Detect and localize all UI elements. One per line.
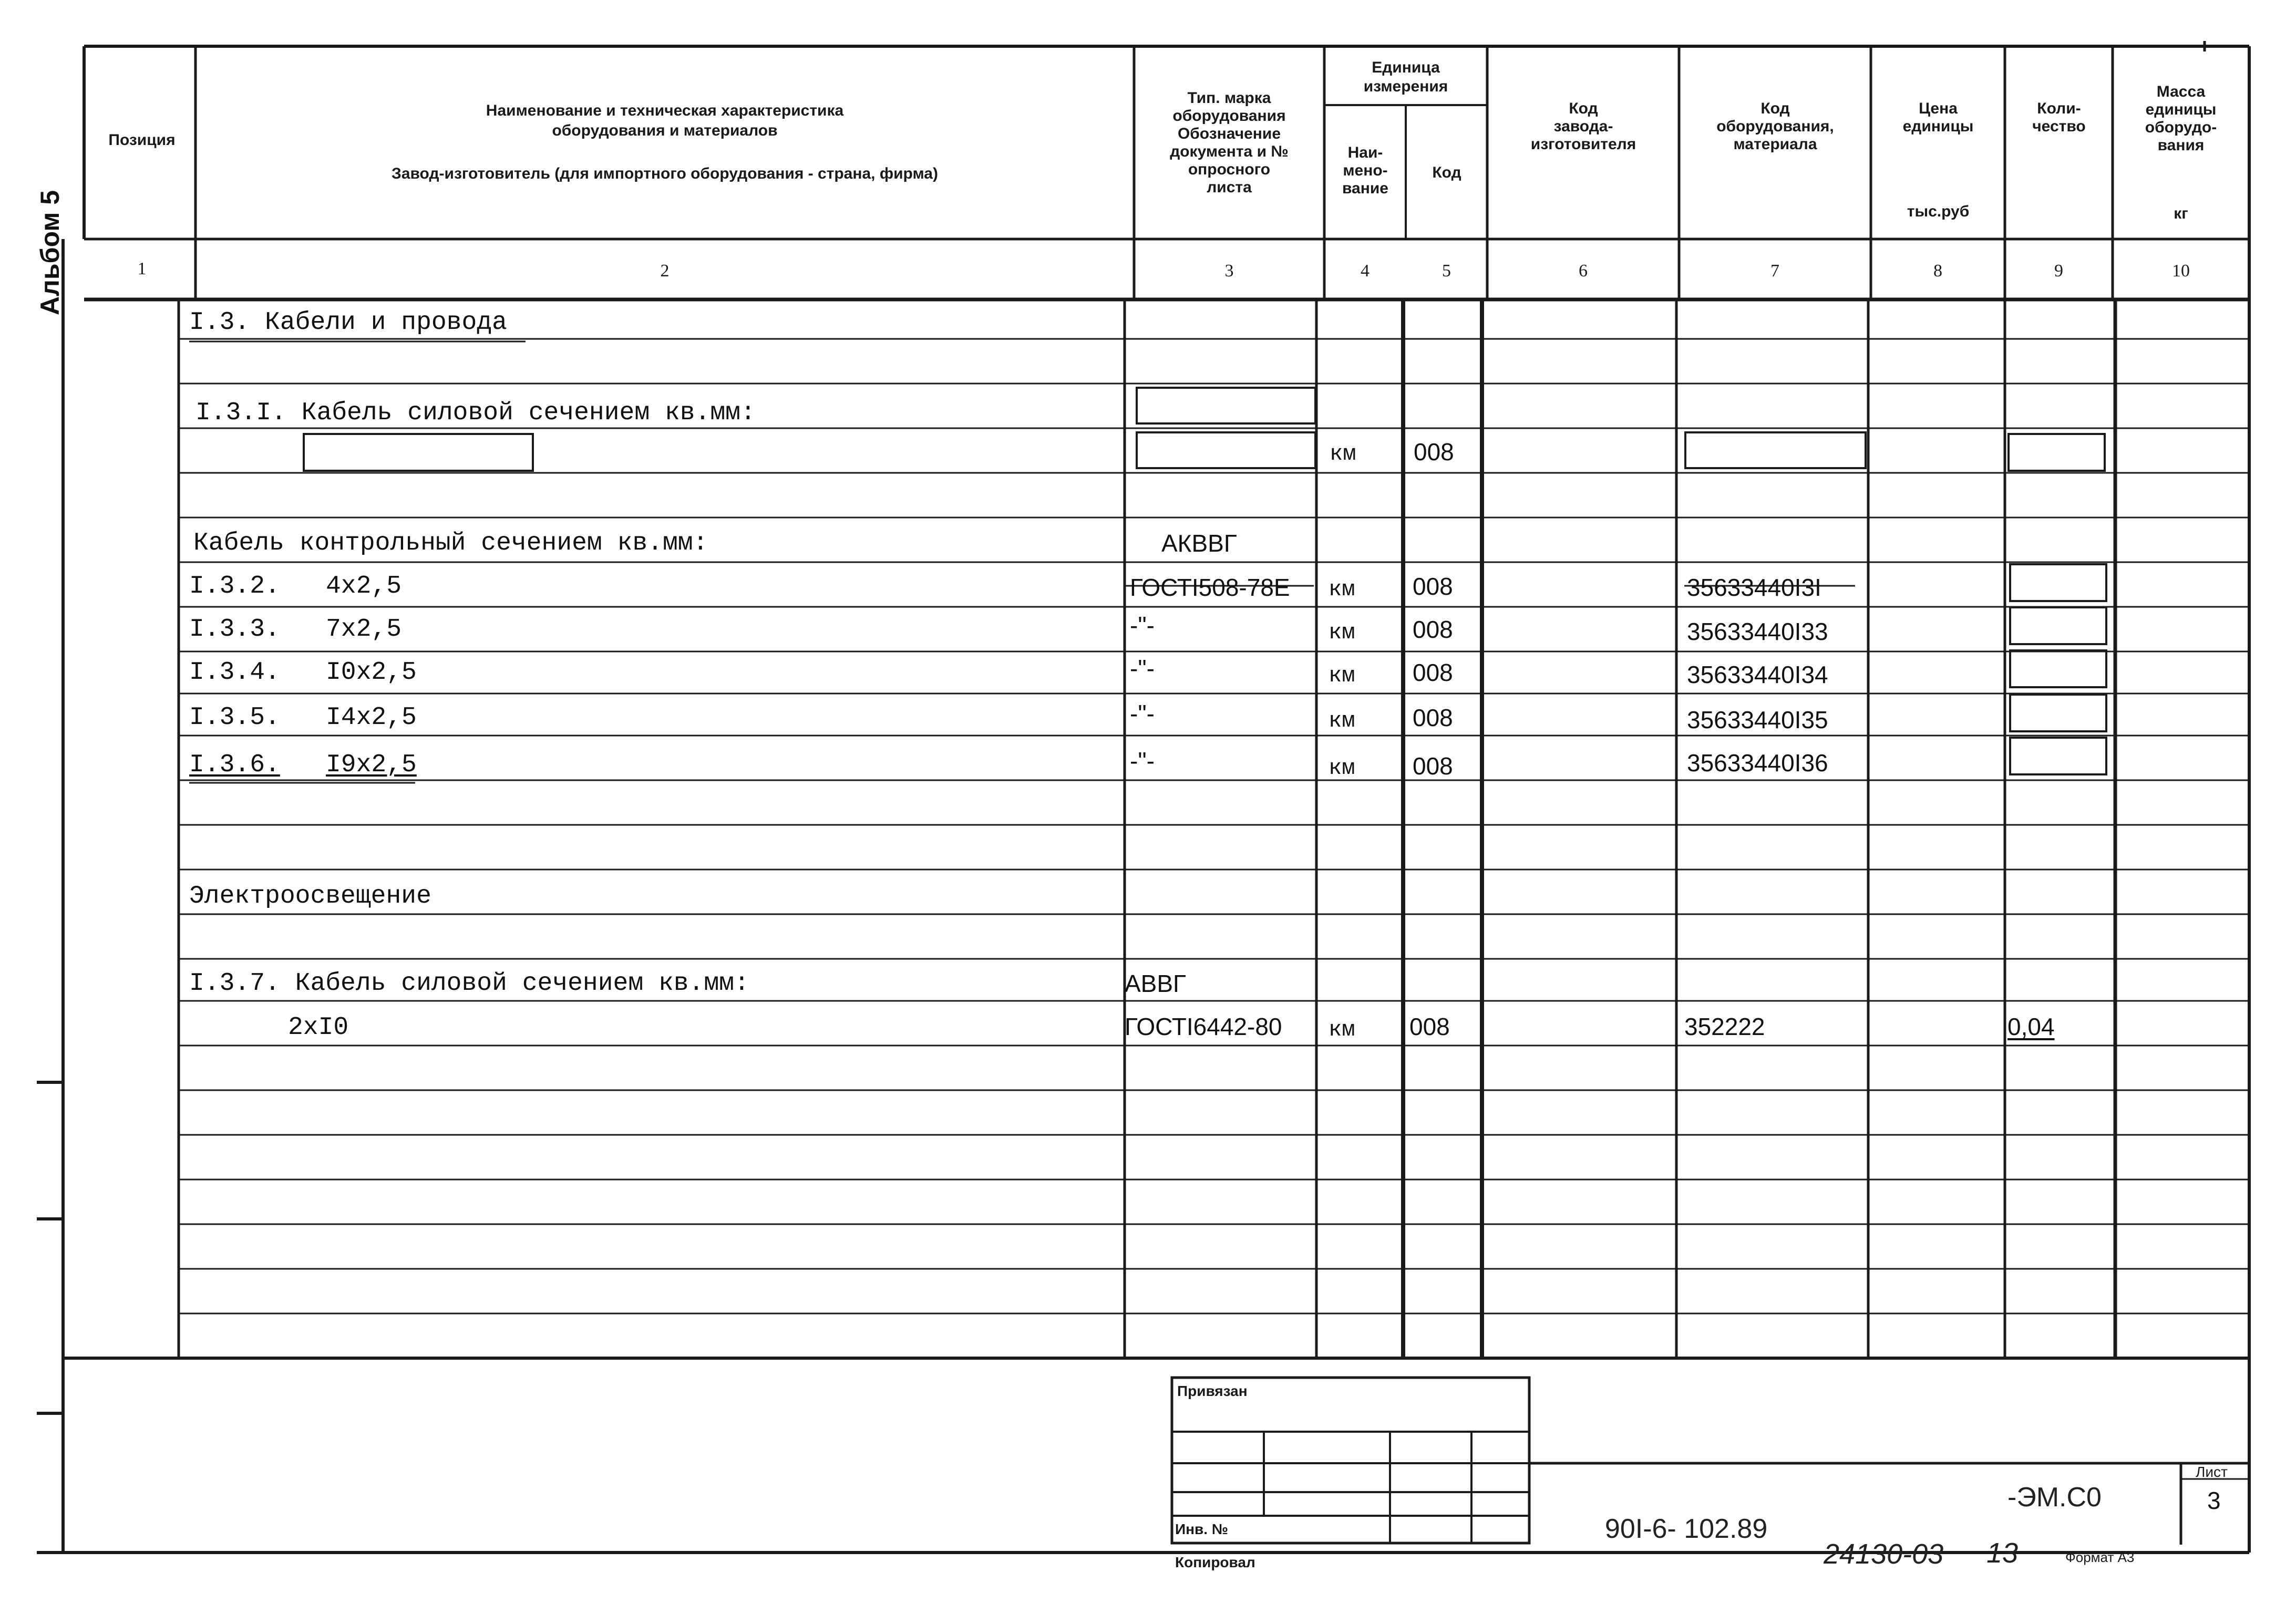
row-1-3-5-size: I4x2,5: [326, 703, 417, 732]
column-number: 7: [1770, 261, 1779, 281]
header-unit-line2: измерения: [1363, 78, 1448, 95]
header-type-line1: Тип. марка: [1187, 89, 1271, 107]
row-1-3-3-code: 008: [1413, 616, 1453, 643]
header-mass-line1: Масса: [2156, 83, 2206, 100]
header-unit-name-line2: мено-: [1343, 162, 1388, 179]
format-label: Формат А3: [2065, 1549, 2135, 1565]
column-number: 8: [1933, 261, 1942, 281]
row-1-3-3-equipment-code: 35633440I33: [1687, 618, 1828, 645]
header-mfr-line2: завода-: [1553, 118, 1613, 135]
sheet-number: 3: [2207, 1487, 2221, 1514]
row-1-3-5-document: -"-: [1130, 700, 1155, 727]
document-number: [1590, 1482, 1767, 1545]
header-eq-line3: материала: [1733, 136, 1817, 153]
control-cable-title: Кабель контрольный сечением кв.мм:: [193, 529, 708, 557]
header-mass-line4: вания: [2157, 137, 2205, 154]
header-price-unit: тыс.руб: [1907, 203, 1970, 220]
header-mass-unit: кг: [2174, 205, 2188, 222]
header-unit-line1: Единица: [1372, 59, 1440, 76]
row-1-3-6-position: I.3.6.: [189, 751, 280, 779]
row-power-cable-unit: км: [1330, 441, 1356, 467]
row-1-3-4-position: I.3.4.: [189, 658, 280, 687]
row-1-3-5-position: I.3.5.: [189, 703, 280, 732]
control-cable-type: АКВВГ: [1161, 530, 1237, 557]
row-1-3-5-unit: км: [1329, 708, 1355, 733]
row-1-3-7-title: I.3.7. Кабель силовой сечением кв.мм:: [189, 969, 749, 998]
row-1-3-6-equipment-code: 35633440I36: [1687, 749, 1828, 777]
header-type-line5: опросного: [1188, 161, 1271, 178]
header-type-line3: Обозначение: [1177, 125, 1281, 142]
row-1-3-6-size: I9x2,5: [326, 751, 417, 779]
header-type-line6: листа: [1207, 179, 1252, 196]
header-name-line2: оборудования и материалов: [552, 122, 778, 139]
row-1-3-7-unit: км: [1329, 1017, 1355, 1042]
header-mass-line3: оборудо-: [2145, 119, 2217, 136]
stamp-attached: Привязан: [1177, 1383, 1248, 1399]
album-label: Альбом 5: [35, 190, 65, 315]
row-1-3-6-unit: км: [1329, 756, 1355, 781]
row-1-3-4-size: I0x2,5: [326, 658, 417, 687]
header-qty-line2: чество: [2032, 118, 2086, 135]
row-1-3-2-equipment-code: 35633440I3I: [1687, 574, 1821, 601]
document-number-main: 90I-6- 102.89: [1604, 1514, 1768, 1544]
archive-sheet: 13: [1986, 1537, 2019, 1569]
document-suffix: -ЭМ.С0: [2007, 1482, 2102, 1513]
header-eq-line2: оборудования,: [1716, 118, 1834, 135]
header-unit-code: Код: [1432, 164, 1461, 181]
row-1-3-3-position: I.3.3.: [189, 615, 280, 644]
row-1-3-7-document: ГОСТI6442-80: [1125, 1013, 1282, 1040]
header-name-line1: Наименование и техническая характеристика: [486, 102, 844, 119]
header-position: Позиция: [108, 131, 176, 149]
row-1-3-2-code: 008: [1413, 573, 1453, 600]
row-1-3-4-code: 008: [1413, 659, 1453, 686]
sheet-label: Лист: [2196, 1464, 2228, 1480]
header-mfr-line3: изготовителя: [1530, 136, 1636, 153]
row-1-3-3-size: 7x2,5: [326, 615, 402, 644]
row-1-3-7-quantity: 0,04: [2007, 1013, 2055, 1040]
section-title-cables: I.3. Кабели и провода: [189, 308, 507, 337]
header-price-line2: единицы: [1902, 118, 1974, 135]
column-number: 4: [1361, 261, 1370, 281]
column-number: 1: [137, 259, 147, 278]
column-number: 2: [660, 261, 670, 281]
row-1-3-5-equipment-code: 35633440I35: [1687, 706, 1828, 733]
stamp-inventory-number: Инв. №: [1175, 1521, 1229, 1537]
row-power-cable-code: 008: [1414, 438, 1454, 465]
row-1-3-2-unit: км: [1329, 577, 1355, 602]
header-eq-line1: Код: [1760, 100, 1790, 117]
row-1-3-3-document: -"-: [1130, 612, 1155, 639]
row-1-3-7-code: 008: [1409, 1013, 1450, 1040]
header-qty-line1: Коли-: [2037, 100, 2081, 117]
stamp-copied: Копировал: [1175, 1554, 1255, 1570]
row-1-3-2-size: 4x2,5: [326, 572, 402, 601]
row-1-3-4-document: -"-: [1130, 655, 1155, 682]
header-mass-line2: единицы: [2145, 101, 2217, 118]
row-1-3-6-document: -"-: [1130, 747, 1155, 774]
header-type-line2: оборудования: [1172, 107, 1286, 125]
row-1-3-6-code: 008: [1413, 752, 1453, 780]
header-mfr-line1: Код: [1569, 100, 1598, 117]
column-number: 6: [1579, 261, 1588, 281]
section-title-lighting: Электроосвещение: [189, 882, 431, 911]
row-1-3-7-size: 2xI0: [288, 1013, 349, 1042]
row-power-cable-title: I.3.I. Кабель силовой сечением кв.мм:: [195, 399, 756, 427]
row-1-3-7-type: АВВГ: [1125, 970, 1186, 997]
column-number: 3: [1224, 261, 1234, 281]
header-unit-name-line3: вание: [1342, 180, 1388, 197]
header-unit-name-line1: Наи-: [1347, 144, 1383, 161]
row-1-3-7-equipment-code: 352222: [1684, 1013, 1765, 1040]
row-1-3-4-unit: км: [1329, 663, 1355, 688]
column-number: 5: [1442, 261, 1451, 281]
row-1-3-4-equipment-code: 35633440I34: [1687, 661, 1828, 688]
row-1-3-3-unit: км: [1329, 620, 1355, 645]
row-1-3-5-code: 008: [1413, 704, 1453, 731]
header-price-line1: Цена: [1919, 100, 1958, 117]
archive-number: 24130-03: [1824, 1538, 1944, 1570]
row-1-3-2-document: ГОСТI508-78Е: [1130, 574, 1290, 601]
header-type-line4: документа и №: [1170, 143, 1289, 160]
column-number: 10: [2172, 261, 2190, 281]
header-name-line3: Завод-изготовитель (для импортного оборудования - страна, фирма): [392, 165, 938, 182]
column-number: 9: [2054, 261, 2063, 281]
row-1-3-2-position: I.3.2.: [189, 572, 280, 601]
